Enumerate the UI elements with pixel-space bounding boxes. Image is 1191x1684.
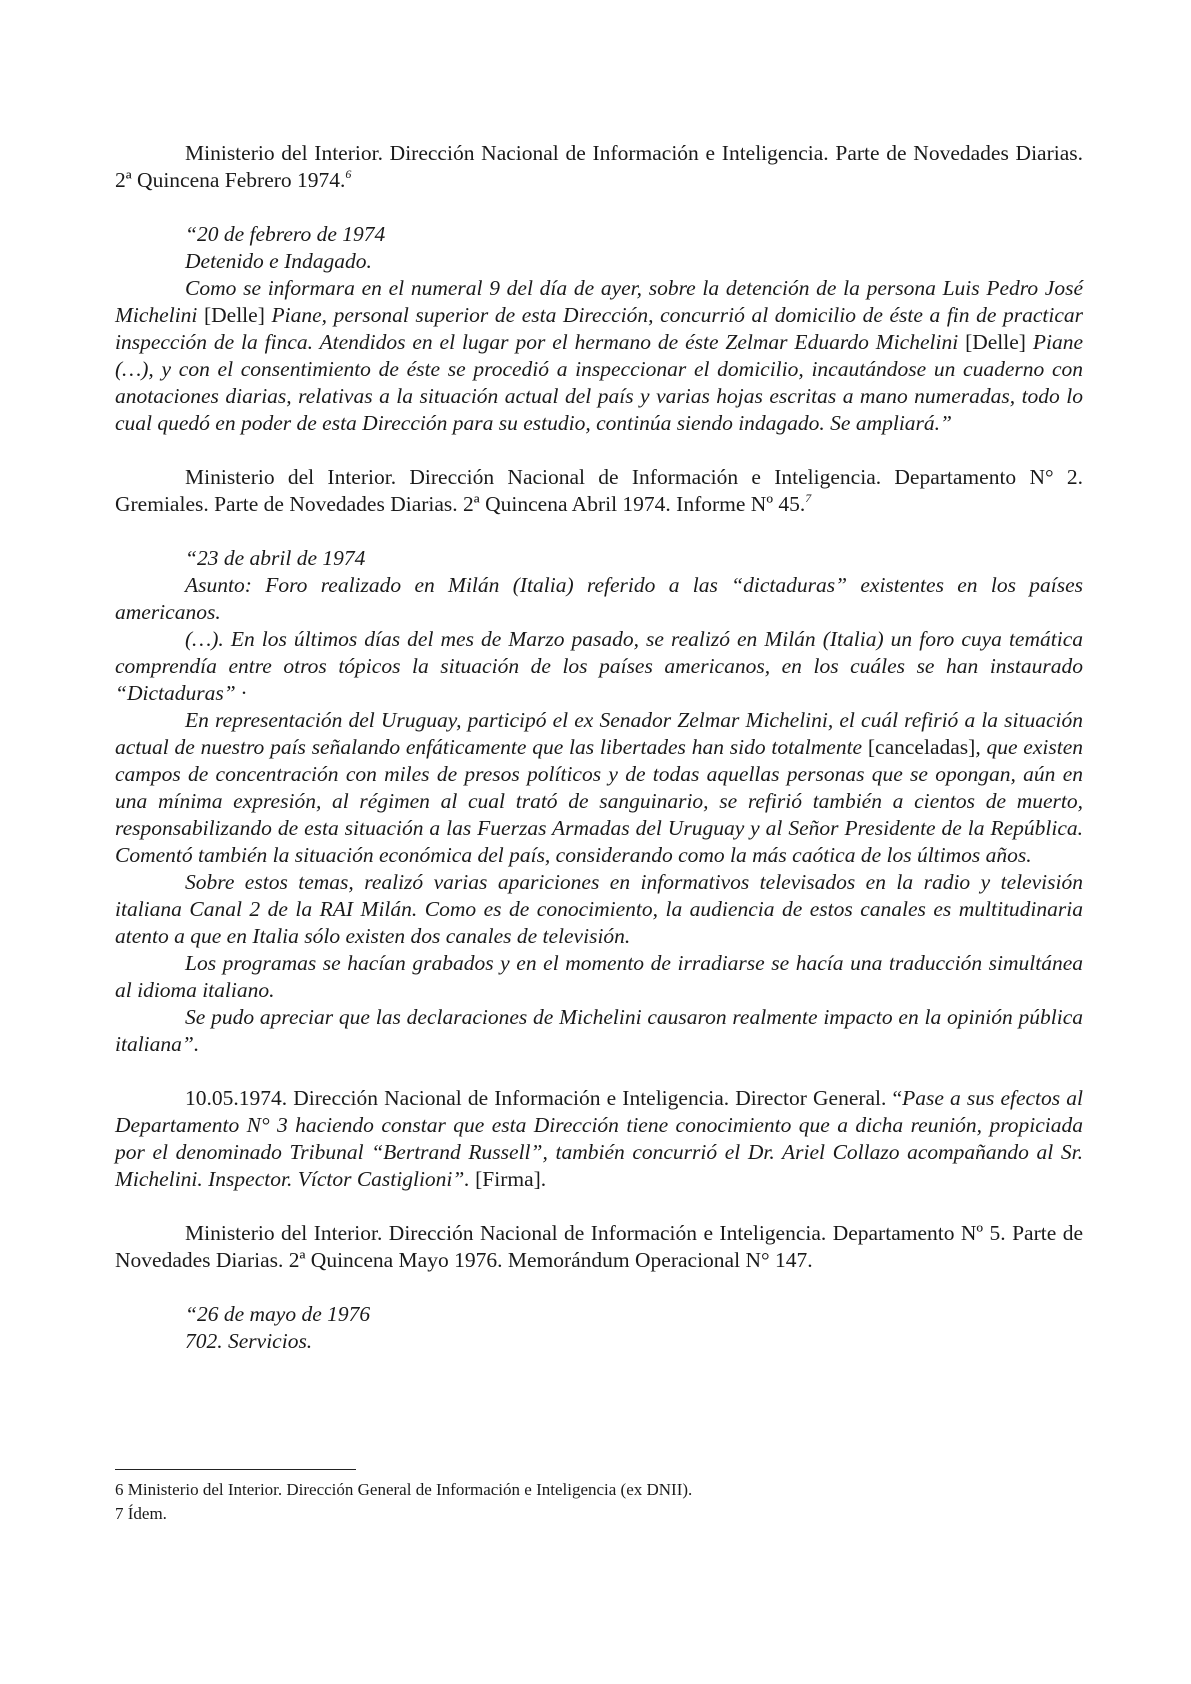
editorial-insertion: [canceladas]	[867, 735, 976, 759]
quote-2-paragraph-2	[115, 707, 1083, 869]
footnote-text: Ídem.	[123, 1504, 167, 1523]
source-paragraph-4: Ministerio del Interior. Dirección Nacional de Información e Inteligencia. Departamento Nº 5. Parte de Novedades Diarias. 2ª Quincena Mayo 1976. Memorándum Operacional N° 147.	[115, 1221, 1083, 1272]
quote-2-paragraph-3: Sobre estos temas, realizó varias apariciones en informativos televisados en la radio y televisión italiana Canal 2 de la RAI Milán. Como es de conocimiento, la audiencia de estos canales es multitudinaria atento a que en Italia sólo existen dos canales de televisión.	[115, 870, 1083, 948]
footnote-ref-7[interactable]: 7	[805, 491, 812, 505]
quote-2-paragraph-1: (…). En los últimos días del mes de Marzo pasado, se realizó en Milán (Italia) un foro cuya temática comprendía entre otros tópicos la situación de los países americanos, en los cuáles se han instaurado “Dictaduras” ·	[115, 627, 1083, 705]
quote-2-paragraph-2-part-a: En representación del Uruguay, participó el ex Senador Zelmar Michelini, el cuál refirió a la situación actual de nuestro país señalando enfáticamente que las libertades han sido totalmente	[115, 708, 1083, 759]
director-note-paragraph	[115, 1085, 1083, 1193]
source-text-2: Ministerio del Interior. Dirección Nacional de Información e Inteligencia. Departamento N° 2. Gremiales. Parte de Novedades Diarias. 2ª Quincena Abril 1974. Informe Nº 45.	[115, 465, 1083, 516]
quote-1-body-part-a: Como se informara en el numeral 9 del día de ayer, sobre la detención de la persona Luis Pedro José Michelini	[115, 276, 1083, 327]
source-text-1: Ministerio del Interior. Dirección Nacional de Información e Inteligencia. Parte de Novedades Diarias. 2ª Quincena Febrero 1974.	[115, 141, 1083, 192]
source-paragraph-2	[115, 464, 1083, 518]
quote-1-body	[115, 275, 1083, 437]
quote-3-date: “26 de mayo de 1976	[185, 1302, 371, 1326]
footnote-ref-6[interactable]: 6	[345, 167, 352, 181]
spacer	[115, 437, 1083, 464]
footnote-separator	[115, 1469, 356, 1470]
quote-2-paragraph-4: Los programas se hacían grabados y en el momento de irradiarse se hacía una traducción simultánea al idioma italiano.	[115, 951, 1083, 1002]
footnote-number: 7	[115, 1504, 124, 1523]
source-paragraph-1	[115, 140, 1083, 194]
quote-3-heading: 702. Servicios.	[185, 1329, 313, 1353]
footnotes	[115, 1478, 1083, 1526]
quote-1-heading: Detenido e Indagado.	[185, 249, 372, 273]
director-note-quote: Pase a sus efectos al Departamento N° 3 haciendo constar que esta Dirección tiene conocimiento que a dicha reunión, propiciada por el denominado Tribunal “Bertrand Russell”, también concurrió el Dr. Ariel Collazo acompañando al Sr. Michelini. Inspector. Víctor Castiglioni”.	[115, 1086, 1083, 1191]
quote-2-paragraph-5: Se pudo apreciar que las declaraciones de Michelini causaron realmente impacto en la opinión pública italiana”.	[115, 1005, 1083, 1056]
director-note-lead: 10.05.1974. Dirección Nacional de Información e Inteligencia. Director General. “	[185, 1086, 903, 1110]
footnote-6	[115, 1478, 1083, 1502]
spacer	[115, 1274, 1083, 1301]
spacer	[115, 1193, 1083, 1220]
quote-2-subject: Asunto: Foro realizado en Milán (Italia) referido a las “dictaduras” existentes en los países americanos.	[115, 573, 1083, 624]
quote-2-paragraph-2-part-c: , que existen campos de concentración con miles de presos políticos y de todas aquellas personas que se opongan, aún en una mínima expresión, al régimen al cual trató de sanguinario, se refirió también a cientos de muerto, responsabilizando de esta situación a las Fuerzas Armadas del Uruguay y al Señor Presidente de la República. Comentó también la situación económica del país, considerando como la más caótica de los últimos años.	[115, 735, 1083, 867]
spacer	[115, 518, 1083, 545]
quote-2-date: “23 de abril de 1974	[185, 546, 366, 570]
editorial-insertion: [Delle]	[203, 303, 265, 327]
editorial-insertion: [Delle]	[965, 330, 1026, 354]
footnote-7	[115, 1502, 1083, 1526]
footnote-number: 6	[115, 1480, 124, 1499]
quote-1-body-part-e: Piane (…), y con el consentimiento de éste se procedió a inspeccionar el domicilio, incautándose un cuaderno con anotaciones diarias, relativas a la situación actual del país y varias hojas escritas a mano numeradas, todo lo cual quedó en poder de esta Dirección para su estudio, continúa siendo indagado. Se ampliará.”	[115, 330, 1083, 435]
quote-1-body-part-c: Piane, personal superior de esta Dirección, concurrió al domicilio de éste a fin de practicar inspección de la finca. Atendidos en el lugar por el hermano de éste Zelmar Eduardo Michelini	[115, 303, 1083, 354]
document-body	[115, 140, 1083, 1355]
spacer	[115, 194, 1083, 221]
quote-1-date: “20 de febrero de 1974	[185, 222, 386, 246]
footnote-text: Ministerio del Interior. Dirección General de Información e Inteligencia (ex DNII).	[123, 1480, 693, 1499]
director-note-signature: [Firma].	[469, 1167, 547, 1191]
spacer	[115, 1058, 1083, 1085]
